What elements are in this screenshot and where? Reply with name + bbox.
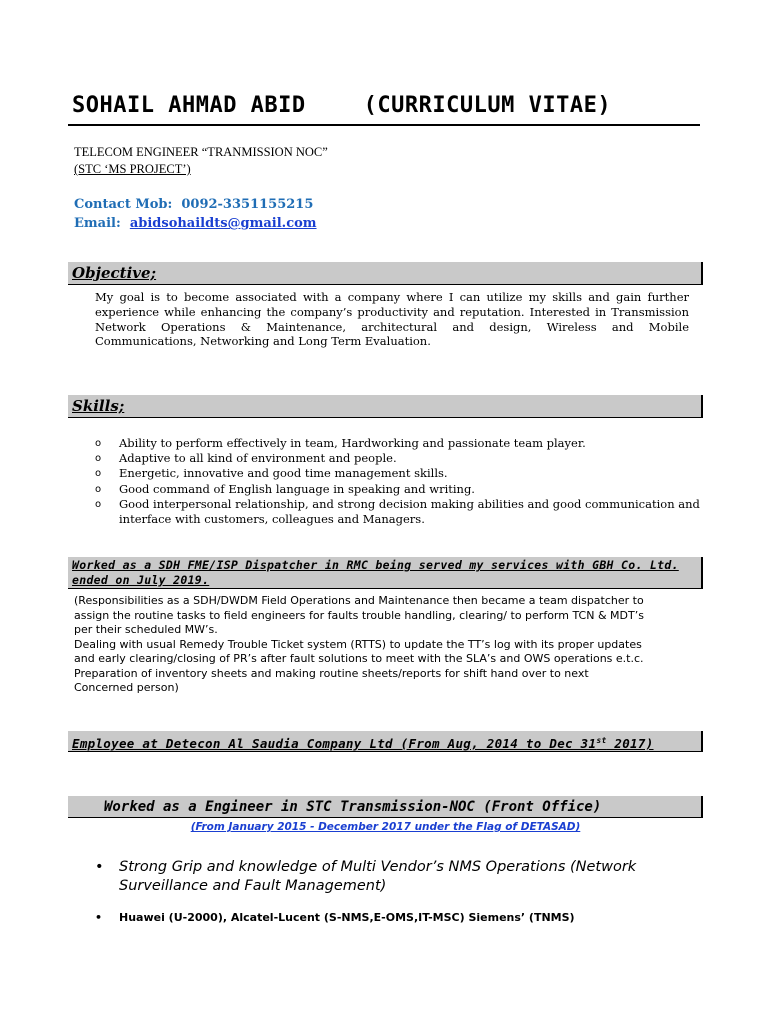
job1-heading-bar [68,557,703,589]
job1-description [74,594,706,696]
role-block [74,144,328,178]
skills-list [95,436,700,527]
job1-line: and early clearing/closing of PR’s after fault solutions to meet with the SLA’s and OWS operations e.t.c. [74,652,644,665]
list-item: o Good interpersonal relationship, and strong decision making abilities and good communication and interface with customers, colleagues and Managers. [95,496,700,527]
skills-heading-bar [68,395,703,418]
list-item: o Good command of English language in speaking and writing. [95,481,475,496]
job3-heading-bar [68,796,703,818]
job1-line: Concerned person) [74,681,179,694]
title-underline [68,124,700,126]
list-item: o Adaptive to all kind of environment and people. [95,451,397,466]
page-title [72,93,698,118]
candidate-name: SOHAIL AHMAD ABID [72,93,306,118]
bullet-icon: • [95,911,103,924]
job1-line: assign the routine tasks to field engineers for faults trouble handling, clearing/ to perform TCN & MDT’s [74,608,644,622]
mobile-number: 0092-3351155215 [181,197,314,212]
document-type: (CURRICULUM VITAE) [363,93,612,118]
contact-email [74,214,317,233]
job3-bullet-vendors: • Huawei (U-2000), Alcatel-Lucent (S-NMS,E-OMS,IT-MSC) Siemens’ (TNMS) [95,911,575,924]
job3-heading: Worked as a Engineer in STC Transmission-NOC (Front Office) [104,799,602,815]
role-title: TELECOM ENGINEER “TRANMISSION NOC” [74,145,328,159]
job1-line: per their scheduled MW’s. [74,623,218,636]
job3-bullet-nms: • Strong Grip and knowledge of Multi Vendor’s NMS Operations (Network Surveillance and Fault Management) [95,859,637,894]
job1-line: (Responsibilities as a SDH/DWDM Field Operations and Maintenance then became a team dispatcher to [74,594,644,607]
list-item: o Ability to perform effectively in team, Hardworking and passionate team player. [95,436,586,450]
job1-heading: Worked as a SDH FME/ISP Dispatcher in RMC being served my services with GBH Co. Ltd. ended on July 2019. [72,558,679,587]
job1-line: Dealing with usual Remedy Trouble Ticket system (RTTS) to update the TT’s log with its proper updates [74,637,642,651]
circle-bullet-icon: o [95,468,102,480]
bullet-icon: • [95,859,104,875]
list-item: o Energetic, innovative and good time management skills. [95,466,448,481]
objective-heading-bar [68,262,703,285]
skills-heading: Skills; [72,397,125,415]
mobile-label: Contact Mob: [74,197,173,212]
role-project: (STC ‘MS PROJECT’) [74,162,191,176]
job3-subheading: (From January 2015 - December 2017 under the Flag of DETASAD) [190,821,581,833]
circle-bullet-icon: o [95,438,102,449]
contact-mobile [74,195,317,214]
job2-heading-bar [68,731,703,752]
contact-block [74,195,317,233]
job2-heading: Employee at Detecon Al Saudia Company Ltd (From Aug, 2014 to Dec 31st 2017) [72,736,654,752]
email-label: Email: [74,216,121,231]
circle-bullet-icon: o [95,453,102,465]
circle-bullet-icon: o [95,498,102,510]
objective-text: My goal is to become associated with a company where I can utilize my skills and gain further experience while enhancing the company’s productivity and reputation. Interested in Transmission Network Operations & Maintenance, architectural and design, Wireless and Mobile Communications, Networking and Long Term Evaluation. [95,290,689,349]
job1-line: Preparation of inventory sheets and making routine sheets/reports for shift hand over to next [74,666,589,680]
objective-heading: Objective; [72,264,157,282]
email-link[interactable]: abidsohaildts@gmail.com [129,216,317,231]
circle-bullet-icon: o [95,483,102,495]
